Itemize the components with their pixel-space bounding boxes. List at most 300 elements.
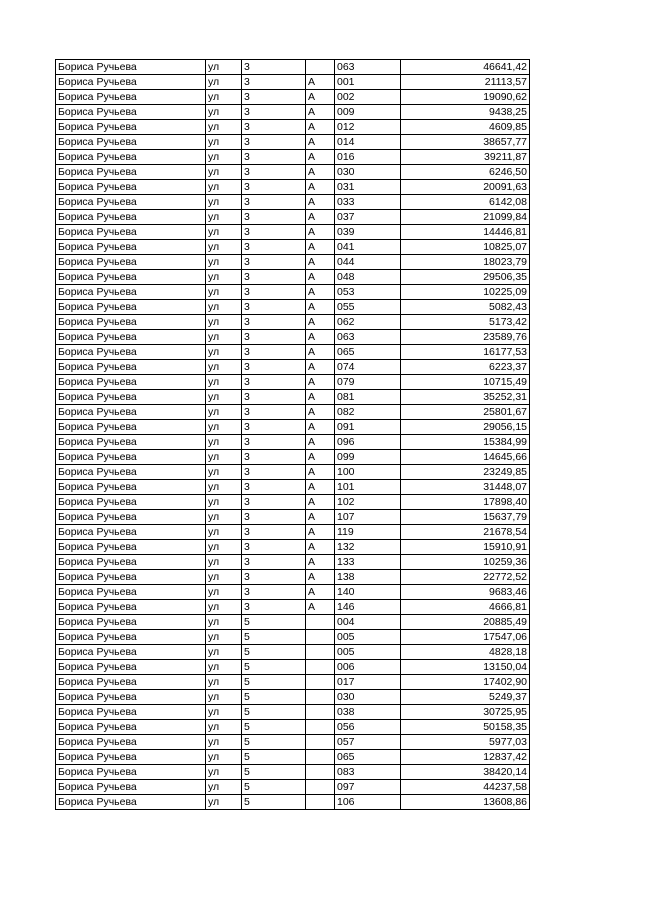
amount-cell: 38657,77 — [401, 135, 530, 150]
street-type-cell: ул — [206, 750, 242, 765]
street-type-cell: ул — [206, 705, 242, 720]
street-cell: Бориса Ручьева — [56, 780, 206, 795]
flat-number-cell: 009 — [335, 105, 401, 120]
flat-number-cell: 016 — [335, 150, 401, 165]
house-letter-cell — [306, 720, 335, 735]
table-row — [56, 300, 530, 315]
table-row — [56, 675, 530, 690]
amount-cell: 9683,46 — [401, 585, 530, 600]
house-number-cell: 5 — [242, 615, 306, 630]
street-cell: Бориса Ручьева — [56, 555, 206, 570]
table-row — [56, 210, 530, 225]
house-letter-cell: А — [306, 495, 335, 510]
street-cell: Бориса Ручьева — [56, 690, 206, 705]
flat-number-cell: 006 — [335, 660, 401, 675]
flat-number-cell: 138 — [335, 570, 401, 585]
street-type-cell: ул — [206, 510, 242, 525]
house-letter-cell — [306, 750, 335, 765]
house-letter-cell: А — [306, 345, 335, 360]
street-cell: Бориса Ручьева — [56, 510, 206, 525]
table-row — [56, 570, 530, 585]
house-letter-cell — [306, 705, 335, 720]
flat-number-cell: 097 — [335, 780, 401, 795]
flat-number-cell: 133 — [335, 555, 401, 570]
street-type-cell: ул — [206, 240, 242, 255]
house-letter-cell: А — [306, 270, 335, 285]
table-row — [56, 390, 530, 405]
table-row — [56, 315, 530, 330]
street-cell: Бориса Ручьева — [56, 540, 206, 555]
street-type-cell: ул — [206, 720, 242, 735]
house-number-cell: 5 — [242, 690, 306, 705]
amount-cell: 19090,62 — [401, 90, 530, 105]
house-number-cell: 3 — [242, 150, 306, 165]
street-cell: Бориса Ручьева — [56, 450, 206, 465]
house-number-cell: 3 — [242, 450, 306, 465]
house-number-cell: 5 — [242, 705, 306, 720]
house-number-cell: 3 — [242, 285, 306, 300]
debt-table — [55, 59, 530, 810]
house-number-cell: 3 — [242, 375, 306, 390]
flat-number-cell: 106 — [335, 795, 401, 810]
table-row — [56, 150, 530, 165]
flat-number-cell: 044 — [335, 255, 401, 270]
street-type-cell: ул — [206, 615, 242, 630]
street-type-cell: ул — [206, 75, 242, 90]
street-type-cell: ул — [206, 780, 242, 795]
house-letter-cell: А — [306, 285, 335, 300]
house-number-cell: 3 — [242, 135, 306, 150]
table-row — [56, 600, 530, 615]
house-number-cell: 5 — [242, 765, 306, 780]
house-letter-cell: А — [306, 570, 335, 585]
house-letter-cell: А — [306, 225, 335, 240]
street-type-cell: ул — [206, 300, 242, 315]
flat-number-cell: 091 — [335, 420, 401, 435]
house-letter-cell: А — [306, 90, 335, 105]
house-letter-cell: А — [306, 465, 335, 480]
table-row — [56, 705, 530, 720]
flat-number-cell: 037 — [335, 210, 401, 225]
street-cell: Бориса Ручьева — [56, 285, 206, 300]
amount-cell: 21113,57 — [401, 75, 530, 90]
table-row — [56, 375, 530, 390]
street-cell: Бориса Ручьева — [56, 105, 206, 120]
house-letter-cell: А — [306, 210, 335, 225]
flat-number-cell: 004 — [335, 615, 401, 630]
house-number-cell: 3 — [242, 240, 306, 255]
street-cell: Бориса Ручьева — [56, 675, 206, 690]
flat-number-cell: 030 — [335, 690, 401, 705]
street-type-cell: ул — [206, 630, 242, 645]
street-cell: Бориса Ручьева — [56, 375, 206, 390]
house-number-cell: 3 — [242, 195, 306, 210]
street-cell: Бориса Ручьева — [56, 585, 206, 600]
amount-cell: 14446,81 — [401, 225, 530, 240]
table-row — [56, 795, 530, 810]
street-cell: Бориса Ручьева — [56, 345, 206, 360]
table-row — [56, 420, 530, 435]
house-number-cell: 3 — [242, 120, 306, 135]
table-row — [56, 690, 530, 705]
amount-cell: 23249,85 — [401, 465, 530, 480]
table-row — [56, 615, 530, 630]
house-number-cell: 3 — [242, 510, 306, 525]
amount-cell: 10225,09 — [401, 285, 530, 300]
street-cell: Бориса Ручьева — [56, 225, 206, 240]
street-cell: Бориса Ручьева — [56, 705, 206, 720]
table-row — [56, 525, 530, 540]
table-row — [56, 285, 530, 300]
house-letter-cell: А — [306, 150, 335, 165]
street-cell: Бориса Ручьева — [56, 525, 206, 540]
table-row — [56, 645, 530, 660]
house-letter-cell: А — [306, 105, 335, 120]
house-number-cell: 3 — [242, 225, 306, 240]
street-type-cell: ул — [206, 435, 242, 450]
house-letter-cell — [306, 690, 335, 705]
street-type-cell: ул — [206, 210, 242, 225]
table-row — [56, 75, 530, 90]
amount-cell: 17547,06 — [401, 630, 530, 645]
house-letter-cell: А — [306, 600, 335, 615]
house-number-cell: 3 — [242, 300, 306, 315]
house-number-cell: 5 — [242, 750, 306, 765]
street-type-cell: ул — [206, 285, 242, 300]
table-row — [56, 240, 530, 255]
amount-cell: 6142,08 — [401, 195, 530, 210]
table-row — [56, 720, 530, 735]
flat-number-cell: 030 — [335, 165, 401, 180]
table-row — [56, 195, 530, 210]
flat-number-cell: 031 — [335, 180, 401, 195]
house-letter-cell: А — [306, 405, 335, 420]
amount-cell: 16177,53 — [401, 345, 530, 360]
table-row — [56, 165, 530, 180]
flat-number-cell: 083 — [335, 765, 401, 780]
amount-cell: 12837,42 — [401, 750, 530, 765]
street-type-cell: ул — [206, 270, 242, 285]
amount-cell: 13150,04 — [401, 660, 530, 675]
flat-number-cell: 017 — [335, 675, 401, 690]
street-cell: Бориса Ручьева — [56, 360, 206, 375]
table-row — [56, 60, 530, 75]
amount-cell: 10259,36 — [401, 555, 530, 570]
amount-cell: 35252,31 — [401, 390, 530, 405]
street-type-cell: ул — [206, 330, 242, 345]
house-number-cell: 5 — [242, 660, 306, 675]
street-cell: Бориса Ручьева — [56, 420, 206, 435]
house-letter-cell: А — [306, 195, 335, 210]
street-type-cell: ул — [206, 465, 242, 480]
street-cell: Бориса Ручьева — [56, 240, 206, 255]
house-number-cell: 3 — [242, 480, 306, 495]
house-number-cell: 3 — [242, 360, 306, 375]
house-letter-cell: А — [306, 165, 335, 180]
table-row — [56, 540, 530, 555]
amount-cell: 15384,99 — [401, 435, 530, 450]
house-letter-cell: А — [306, 435, 335, 450]
table-row — [56, 660, 530, 675]
flat-number-cell: 002 — [335, 90, 401, 105]
flat-number-cell: 082 — [335, 405, 401, 420]
amount-cell: 39211,87 — [401, 150, 530, 165]
house-number-cell: 5 — [242, 720, 306, 735]
amount-cell: 29506,35 — [401, 270, 530, 285]
house-letter-cell: А — [306, 510, 335, 525]
street-type-cell: ул — [206, 255, 242, 270]
house-number-cell: 5 — [242, 630, 306, 645]
house-letter-cell: А — [306, 135, 335, 150]
amount-cell: 5173,42 — [401, 315, 530, 330]
amount-cell: 25801,67 — [401, 405, 530, 420]
house-letter-cell: А — [306, 120, 335, 135]
street-type-cell: ул — [206, 90, 242, 105]
house-number-cell: 3 — [242, 405, 306, 420]
house-number-cell: 3 — [242, 555, 306, 570]
street-type-cell: ул — [206, 315, 242, 330]
street-type-cell: ул — [206, 600, 242, 615]
street-type-cell: ул — [206, 690, 242, 705]
house-number-cell: 3 — [242, 540, 306, 555]
house-letter-cell — [306, 675, 335, 690]
house-letter-cell — [306, 645, 335, 660]
table-row — [56, 510, 530, 525]
house-letter-cell: А — [306, 75, 335, 90]
amount-cell: 4828,18 — [401, 645, 530, 660]
house-number-cell: 3 — [242, 315, 306, 330]
street-type-cell: ул — [206, 345, 242, 360]
street-cell: Бориса Ручьева — [56, 90, 206, 105]
street-type-cell: ул — [206, 195, 242, 210]
house-letter-cell: А — [306, 540, 335, 555]
street-cell: Бориса Ручьева — [56, 390, 206, 405]
house-number-cell: 3 — [242, 90, 306, 105]
street-type-cell: ул — [206, 660, 242, 675]
house-number-cell: 3 — [242, 255, 306, 270]
flat-number-cell: 099 — [335, 450, 401, 465]
amount-cell: 10715,49 — [401, 375, 530, 390]
flat-number-cell: 053 — [335, 285, 401, 300]
flat-number-cell: 005 — [335, 645, 401, 660]
amount-cell: 23589,76 — [401, 330, 530, 345]
table-row — [56, 345, 530, 360]
street-cell: Бориса Ручьева — [56, 210, 206, 225]
amount-cell: 6246,50 — [401, 165, 530, 180]
flat-number-cell: 065 — [335, 750, 401, 765]
street-cell: Бориса Ручьева — [56, 135, 206, 150]
flat-number-cell: 119 — [335, 525, 401, 540]
house-number-cell: 3 — [242, 435, 306, 450]
house-number-cell: 3 — [242, 165, 306, 180]
street-cell: Бориса Ручьева — [56, 630, 206, 645]
house-letter-cell: А — [306, 480, 335, 495]
street-cell: Бориса Ручьева — [56, 300, 206, 315]
flat-number-cell: 041 — [335, 240, 401, 255]
flat-number-cell: 062 — [335, 315, 401, 330]
table-row — [56, 435, 530, 450]
flat-number-cell: 001 — [335, 75, 401, 90]
house-number-cell: 3 — [242, 180, 306, 195]
house-letter-cell: А — [306, 315, 335, 330]
street-cell: Бориса Ручьева — [56, 750, 206, 765]
amount-cell: 21678,54 — [401, 525, 530, 540]
table-row — [56, 735, 530, 750]
amount-cell: 4666,81 — [401, 600, 530, 615]
street-cell: Бориса Ручьева — [56, 495, 206, 510]
table-row — [56, 225, 530, 240]
house-number-cell: 5 — [242, 735, 306, 750]
flat-number-cell: 081 — [335, 390, 401, 405]
street-type-cell: ул — [206, 165, 242, 180]
house-letter-cell — [306, 795, 335, 810]
flat-number-cell: 033 — [335, 195, 401, 210]
flat-number-cell: 100 — [335, 465, 401, 480]
street-type-cell: ул — [206, 525, 242, 540]
amount-cell: 31448,07 — [401, 480, 530, 495]
amount-cell: 13608,86 — [401, 795, 530, 810]
amount-cell: 18023,79 — [401, 255, 530, 270]
street-type-cell: ул — [206, 375, 242, 390]
amount-cell: 14645,66 — [401, 450, 530, 465]
table-row — [56, 765, 530, 780]
amount-cell: 50158,35 — [401, 720, 530, 735]
house-letter-cell — [306, 765, 335, 780]
flat-number-cell: 005 — [335, 630, 401, 645]
street-type-cell: ул — [206, 420, 242, 435]
amount-cell: 38420,14 — [401, 765, 530, 780]
flat-number-cell: 102 — [335, 495, 401, 510]
house-number-cell: 3 — [242, 495, 306, 510]
street-cell: Бориса Ручьева — [56, 660, 206, 675]
debt-table-body — [56, 60, 530, 810]
street-type-cell: ул — [206, 675, 242, 690]
house-letter-cell: А — [306, 585, 335, 600]
street-cell: Бориса Ручьева — [56, 315, 206, 330]
house-number-cell: 3 — [242, 390, 306, 405]
flat-number-cell: 012 — [335, 120, 401, 135]
flat-number-cell: 056 — [335, 720, 401, 735]
street-type-cell: ул — [206, 105, 242, 120]
table-row — [56, 555, 530, 570]
street-cell: Бориса Ручьева — [56, 615, 206, 630]
flat-number-cell: 063 — [335, 60, 401, 75]
house-letter-cell — [306, 780, 335, 795]
amount-cell: 29056,15 — [401, 420, 530, 435]
table-row — [56, 750, 530, 765]
street-cell: Бориса Ручьева — [56, 120, 206, 135]
street-cell: Бориса Ручьева — [56, 195, 206, 210]
house-letter-cell — [306, 735, 335, 750]
amount-cell: 15637,79 — [401, 510, 530, 525]
amount-cell: 20885,49 — [401, 615, 530, 630]
street-type-cell: ул — [206, 795, 242, 810]
street-cell: Бориса Ручьева — [56, 480, 206, 495]
amount-cell: 9438,25 — [401, 105, 530, 120]
street-cell: Бориса Ручьева — [56, 405, 206, 420]
amount-cell: 6223,37 — [401, 360, 530, 375]
street-type-cell: ул — [206, 570, 242, 585]
house-letter-cell: А — [306, 240, 335, 255]
street-cell: Бориса Ручьева — [56, 330, 206, 345]
flat-number-cell: 038 — [335, 705, 401, 720]
street-cell: Бориса Ручьева — [56, 645, 206, 660]
street-cell: Бориса Ручьева — [56, 270, 206, 285]
street-type-cell: ул — [206, 180, 242, 195]
flat-number-cell: 014 — [335, 135, 401, 150]
table-row — [56, 450, 530, 465]
street-cell: Бориса Ручьева — [56, 465, 206, 480]
amount-cell: 44237,58 — [401, 780, 530, 795]
table-row — [56, 90, 530, 105]
street-type-cell: ул — [206, 555, 242, 570]
amount-cell: 5082,43 — [401, 300, 530, 315]
table-row — [56, 120, 530, 135]
street-cell: Бориса Ручьева — [56, 165, 206, 180]
street-type-cell: ул — [206, 150, 242, 165]
flat-number-cell: 132 — [335, 540, 401, 555]
house-letter-cell: А — [306, 375, 335, 390]
house-number-cell: 3 — [242, 345, 306, 360]
table-row — [56, 135, 530, 150]
table-row — [56, 105, 530, 120]
house-number-cell: 5 — [242, 780, 306, 795]
amount-cell: 20091,63 — [401, 180, 530, 195]
house-letter-cell: А — [306, 450, 335, 465]
house-letter-cell: А — [306, 330, 335, 345]
street-cell: Бориса Ручьева — [56, 60, 206, 75]
house-number-cell: 3 — [242, 420, 306, 435]
street-type-cell: ул — [206, 480, 242, 495]
street-cell: Бориса Ручьева — [56, 180, 206, 195]
flat-number-cell: 065 — [335, 345, 401, 360]
flat-number-cell: 055 — [335, 300, 401, 315]
street-type-cell: ул — [206, 495, 242, 510]
house-letter-cell — [306, 660, 335, 675]
street-cell: Бориса Ручьева — [56, 735, 206, 750]
table-row — [56, 780, 530, 795]
house-number-cell: 3 — [242, 105, 306, 120]
table-row — [56, 180, 530, 195]
table-row — [56, 480, 530, 495]
house-letter-cell: А — [306, 255, 335, 270]
amount-cell: 22772,52 — [401, 570, 530, 585]
street-type-cell: ул — [206, 450, 242, 465]
street-type-cell: ул — [206, 735, 242, 750]
street-type-cell: ул — [206, 585, 242, 600]
flat-number-cell: 146 — [335, 600, 401, 615]
street-type-cell: ул — [206, 120, 242, 135]
table-row — [56, 330, 530, 345]
street-cell: Бориса Ручьева — [56, 150, 206, 165]
house-letter-cell: А — [306, 180, 335, 195]
flat-number-cell: 079 — [335, 375, 401, 390]
table-row — [56, 405, 530, 420]
house-letter-cell — [306, 630, 335, 645]
amount-cell: 17402,90 — [401, 675, 530, 690]
amount-cell: 17898,40 — [401, 495, 530, 510]
house-number-cell: 3 — [242, 465, 306, 480]
house-number-cell: 3 — [242, 60, 306, 75]
table-row — [56, 270, 530, 285]
street-cell: Бориса Ручьева — [56, 720, 206, 735]
amount-cell: 15910,91 — [401, 540, 530, 555]
street-cell: Бориса Ручьева — [56, 795, 206, 810]
house-letter-cell: А — [306, 420, 335, 435]
house-number-cell: 3 — [242, 210, 306, 225]
house-letter-cell: А — [306, 555, 335, 570]
street-cell: Бориса Ручьева — [56, 255, 206, 270]
